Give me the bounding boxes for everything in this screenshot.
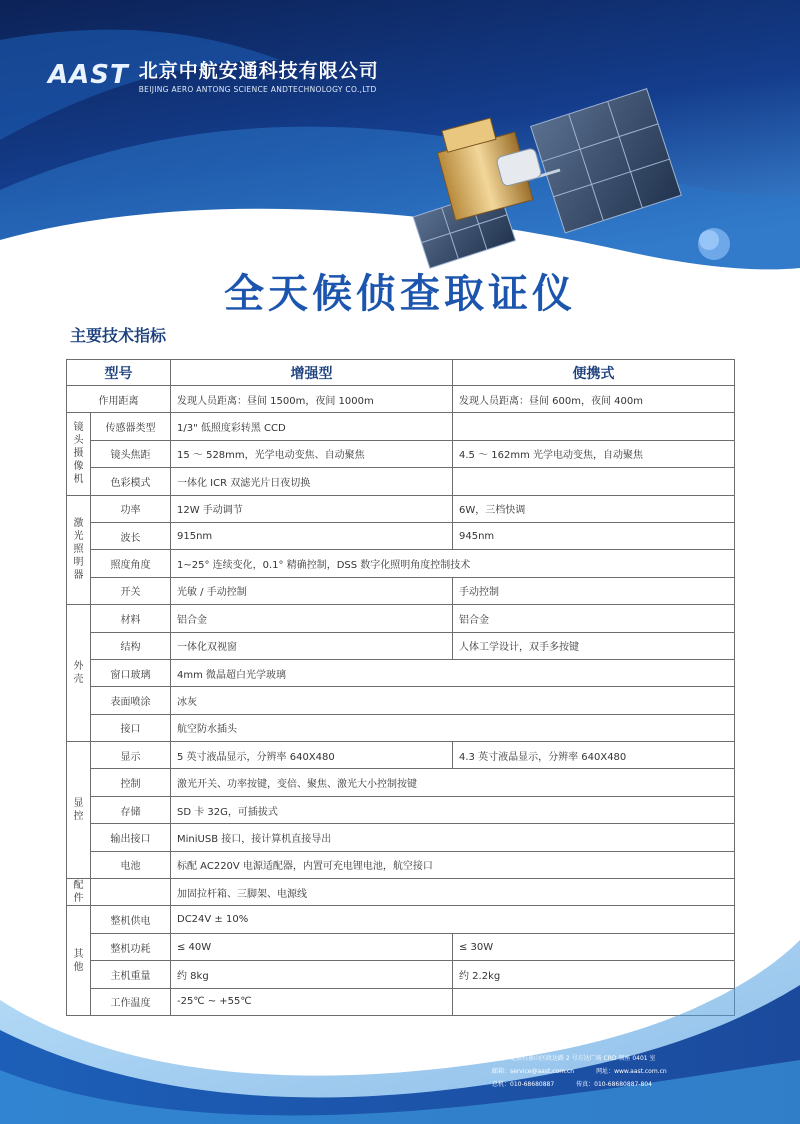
item-label: 电池 bbox=[91, 851, 171, 878]
enhanced-value: 约 8kg bbox=[171, 961, 453, 988]
table-row bbox=[67, 851, 735, 878]
logo-mark: AAST bbox=[48, 60, 129, 90]
enhanced-value: 激光开关、功率按键，变倍、聚焦、激光大小控制按键 bbox=[171, 769, 735, 796]
item-label: 功率 bbox=[91, 495, 171, 522]
table-row bbox=[67, 440, 735, 467]
item-label: 整机供电 bbox=[91, 906, 171, 933]
section-title: 主要技术指标 bbox=[70, 326, 167, 345]
enhanced-value: 5 英寸液晶显示，分辨率 640X480 bbox=[171, 742, 453, 769]
table-row bbox=[67, 605, 735, 632]
item-label: 控制 bbox=[91, 769, 171, 796]
portable-value bbox=[453, 413, 735, 440]
category-cell bbox=[67, 495, 91, 605]
enhanced-value: 加固拉杆箱、三脚架、电源线 bbox=[171, 879, 735, 906]
table-row bbox=[67, 824, 735, 851]
item-label: 照度角度 bbox=[91, 550, 171, 577]
category-label: 激光照明器 bbox=[73, 518, 84, 582]
item-label: 输出接口 bbox=[91, 824, 171, 851]
header-banner bbox=[0, 0, 800, 300]
footer-address: 地址：北京石景山区政达路 2 号方达广场 CRD 领座 0401 室 bbox=[492, 1055, 656, 1062]
table-row bbox=[67, 577, 735, 604]
item-label: 镜头焦距 bbox=[91, 440, 171, 467]
enhanced-value: 航空防水插头 bbox=[171, 714, 735, 741]
enhanced-value: 标配 AC220V 电源适配器，内置可充电锂电池，航空接口 bbox=[171, 851, 735, 878]
category-label: 其他 bbox=[73, 948, 84, 973]
enhanced-value: 15 ～ 528mm，光学电动变焦、自动聚焦 bbox=[171, 440, 453, 467]
item-label: 存储 bbox=[91, 796, 171, 823]
item-label: 波长 bbox=[91, 522, 171, 549]
company-name-cn: 北京中航安通科技有限公司 bbox=[138, 60, 379, 82]
item-label: 接口 bbox=[91, 714, 171, 741]
spec-table bbox=[66, 359, 735, 1016]
category-label: 配件 bbox=[73, 880, 84, 905]
company-name-block bbox=[139, 56, 379, 94]
item-label: 色彩模式 bbox=[91, 468, 171, 495]
item-label: 作用距离 bbox=[67, 386, 171, 413]
table-row bbox=[67, 522, 735, 549]
enhanced-value: 冰灰 bbox=[171, 687, 735, 714]
table-row bbox=[67, 550, 735, 577]
footer-email: 邮箱：service@aast.com.cn bbox=[492, 1068, 575, 1075]
enhanced-value: 一体化 ICR 双滤光片日夜切换 bbox=[171, 468, 453, 495]
enhanced-value: ≤ 40W bbox=[171, 933, 453, 960]
enhanced-value: 915nm bbox=[171, 522, 453, 549]
footer-fax: 传真：010-68680887-804 bbox=[576, 1081, 652, 1088]
portable-value: 手动控制 bbox=[453, 577, 735, 604]
table-row bbox=[67, 906, 735, 933]
company-logo bbox=[48, 56, 379, 94]
footer-wave bbox=[0, 940, 800, 1124]
enhanced-value: DC24V ± 10% bbox=[171, 906, 735, 933]
footer-phone: 总机：010-68680887 bbox=[492, 1081, 555, 1088]
category-label: 镜头摄像机 bbox=[73, 422, 84, 486]
portable-value: 945nm bbox=[453, 522, 735, 549]
category-cell bbox=[67, 413, 91, 495]
enhanced-value: 1/3" 低照度彩转黑 CCD bbox=[171, 413, 453, 440]
table-row bbox=[67, 742, 735, 769]
portable-value: 铝合金 bbox=[453, 605, 735, 632]
enhanced-value: 铝合金 bbox=[171, 605, 453, 632]
enhanced-value: SD 卡 32G，可插拔式 bbox=[171, 796, 735, 823]
item-label: 表面喷涂 bbox=[91, 687, 171, 714]
portable-value: 4.5 ～ 162mm 光学电动变焦，自动聚焦 bbox=[453, 440, 735, 467]
item-label: 主机重量 bbox=[91, 961, 171, 988]
table-row bbox=[67, 796, 735, 823]
portable-value: 发现人员距离：昼间 600m，夜间 400m bbox=[453, 386, 735, 413]
table-row bbox=[67, 769, 735, 796]
page-title: 全天候侦查取证仪 bbox=[224, 271, 576, 317]
category-label: 显控 bbox=[73, 798, 84, 823]
table-row bbox=[67, 468, 735, 495]
header-model: 型号 bbox=[67, 360, 171, 386]
item-label: 窗口玻璃 bbox=[91, 659, 171, 686]
portable-value: 6W，三档快调 bbox=[453, 495, 735, 522]
table-row bbox=[67, 632, 735, 659]
enhanced-value: 光敏 / 手动控制 bbox=[171, 577, 453, 604]
table-row bbox=[67, 495, 735, 522]
category-cell bbox=[67, 879, 91, 906]
enhanced-value: 发现人员距离：昼间 1500m，夜间 1000m bbox=[171, 386, 453, 413]
portable-value: 4.3 英寸液晶显示，分辨率 640X480 bbox=[453, 742, 735, 769]
enhanced-value: MiniUSB 接口，接计算机直接导出 bbox=[171, 824, 735, 851]
item-label: 开关 bbox=[91, 577, 171, 604]
footer-website: 网址：www.aast.com.cn bbox=[596, 1068, 667, 1075]
portable-value: 人体工学设计，双手多按键 bbox=[453, 632, 735, 659]
table-row bbox=[67, 687, 735, 714]
company-name-en: BEIJING AERO ANTONG SCIENCE ANDTECHNOLOGY CO.,LTD bbox=[138, 85, 377, 94]
item-label: 结构 bbox=[91, 632, 171, 659]
table-row bbox=[67, 659, 735, 686]
item-label: 传感器类型 bbox=[91, 413, 171, 440]
header-enhanced: 增强型 bbox=[171, 360, 453, 386]
enhanced-value: 一体化双视窗 bbox=[171, 632, 453, 659]
space-background bbox=[0, 0, 800, 300]
enhanced-value: 12W 手动调节 bbox=[171, 495, 453, 522]
item-label: 材料 bbox=[91, 605, 171, 632]
item-label: 工作温度 bbox=[91, 988, 171, 1015]
item-label: 显示 bbox=[91, 742, 171, 769]
item-label: 整机功耗 bbox=[91, 933, 171, 960]
footer-email-row bbox=[492, 1065, 742, 1078]
table-row bbox=[67, 879, 735, 906]
table-row bbox=[67, 386, 735, 413]
table-row bbox=[67, 413, 735, 440]
enhanced-value: 4mm 微晶超白光学玻璃 bbox=[171, 659, 735, 686]
portable-value: 约 2.2kg bbox=[453, 961, 735, 988]
category-cell bbox=[67, 605, 91, 742]
table-header-row bbox=[67, 360, 735, 386]
category-cell bbox=[67, 742, 91, 879]
item-label bbox=[91, 879, 171, 906]
enhanced-value: 1~25° 连续变化，0.1° 精确控制，DSS 数字化照明角度控制技术 bbox=[171, 550, 735, 577]
footer-contact bbox=[492, 1052, 742, 1091]
header-portable: 便携式 bbox=[453, 360, 735, 386]
category-label: 外壳 bbox=[73, 661, 84, 686]
table-row bbox=[67, 714, 735, 741]
enhanced-value: -25℃ ~ +55℃ bbox=[171, 988, 453, 1015]
portable-value: ≤ 30W bbox=[453, 933, 735, 960]
portable-value bbox=[453, 468, 735, 495]
footer-phone-row bbox=[492, 1078, 742, 1091]
